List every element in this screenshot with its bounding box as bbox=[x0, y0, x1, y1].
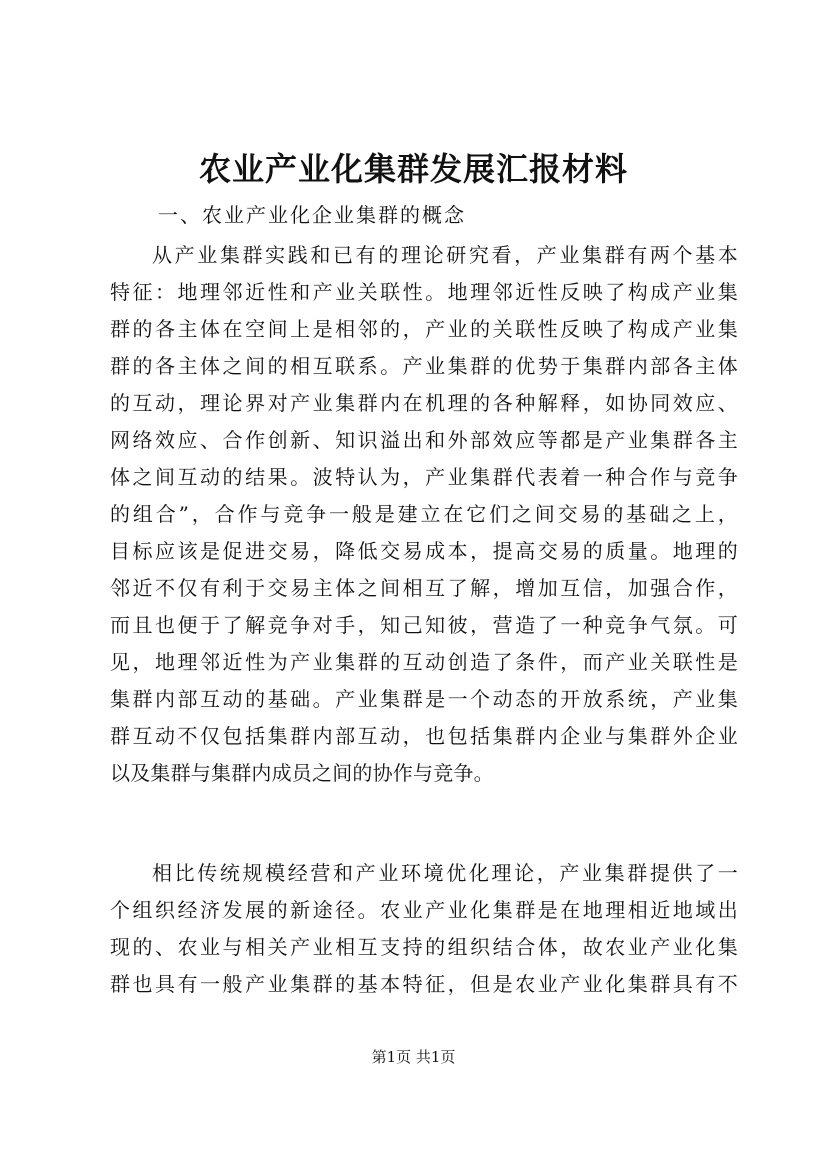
paragraph-line: 的组合”，合作与竞争一般是建立在它们之间交易的基础之上， bbox=[110, 502, 738, 526]
paragraph-line: 而且也便于了解竞争对手，知己知彼，营造了一种竞争气氛。可 bbox=[110, 613, 738, 637]
paragraph-line: 相比传统规模经营和产业环境优化理论，产业集群提供了一 bbox=[152, 861, 738, 885]
paragraph-line: 群的各主体在空间上是相邻的，产业的关联性反映了构成产业集 bbox=[110, 317, 738, 341]
paragraph-line: 的互动，理论界对产业集群内在机理的各种解释，如协同效应、 bbox=[110, 391, 738, 415]
document-title: 农业产业化集群发展汇报材料 bbox=[198, 150, 628, 188]
paragraph-line: 现的、农业与相关产业相互支持的组织结合体，故农业产业化集 bbox=[110, 935, 738, 959]
paragraph-line: 特征：地理邻近性和产业关联性。地理邻近性反映了构成产业集 bbox=[110, 280, 738, 304]
paragraph-line: 邻近不仅有利于交易主体之间相互了解，增加互信，加强合作， bbox=[110, 576, 738, 600]
paragraph-1 bbox=[110, 237, 738, 792]
paragraph-line: 群互动不仅包括集群内部互动，也包括集群内企业与集群外企业 bbox=[110, 724, 738, 748]
paragraph-2 bbox=[110, 855, 738, 1003]
paragraph-line: 网络效应、合作创新、知识溢出和外部效应等都是产业集群各主 bbox=[110, 428, 738, 452]
page-footer: 第1页 共1页 bbox=[371, 1048, 456, 1066]
paragraph-line: 以及集群与集群内成员之间的协作与竞争。 bbox=[110, 761, 494, 785]
paragraph-line: 从产业集群实践和已有的理论研究看，产业集群有两个基本 bbox=[152, 243, 738, 267]
section-heading: 一、农业产业化企业集群的概念 bbox=[158, 203, 466, 227]
paragraph-line: 体之间互动的结果。波特认为，产业集群代表着一种合作与竞争 bbox=[110, 465, 738, 489]
paragraph-line: 见，地理邻近性为产业集群的互动创造了条件，而产业关联性是 bbox=[110, 650, 738, 674]
paragraph-line: 个组织经济发展的新途径。农业产业化集群是在地理相近地域出 bbox=[110, 898, 738, 922]
paragraph-line: 群也具有一般产业集群的基本特征，但是农业产业化集群具有不 bbox=[110, 972, 738, 996]
paragraph-line: 目标应该是促进交易，降低交易成本，提高交易的质量。地理的 bbox=[110, 539, 738, 563]
paragraph-line: 群的各主体之间的相互联系。产业集群的优势于集群内部各主体 bbox=[110, 354, 738, 378]
paragraph-line: 集群内部互动的基础。产业集群是一个动态的开放系统，产业集 bbox=[110, 687, 738, 711]
